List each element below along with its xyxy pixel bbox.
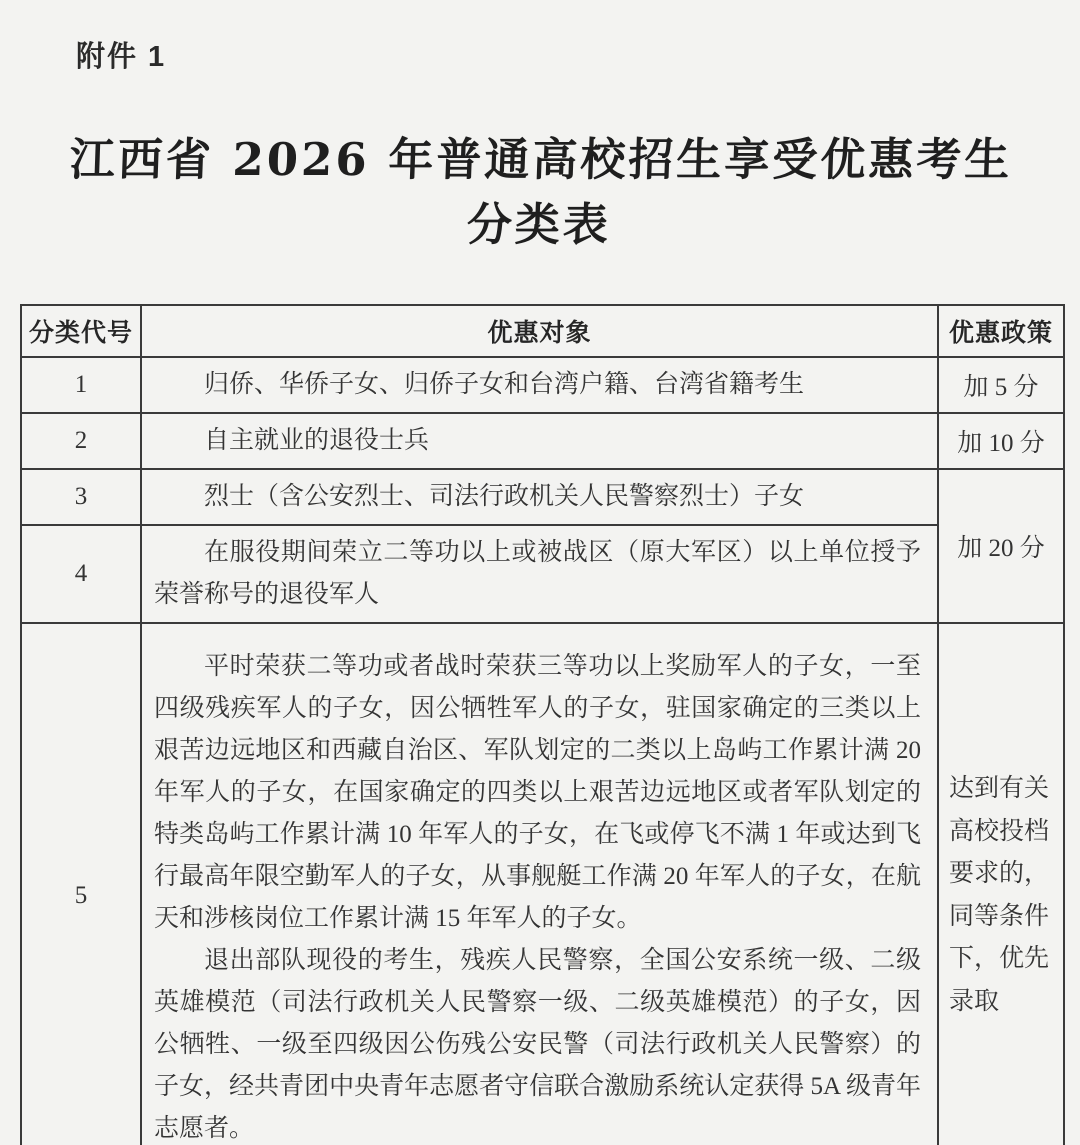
page-title	[38, 127, 1043, 258]
row-2-code: 2	[21, 413, 141, 469]
table-row	[21, 357, 1064, 413]
preferential-category-table	[20, 304, 1065, 1145]
row-3-target: 烈士（含公安烈士、司法行政机关人民警察烈士）子女	[204, 482, 805, 510]
table-row	[21, 525, 1064, 623]
table-row	[21, 413, 1064, 469]
row-3-code: 3	[21, 469, 141, 525]
header-preferential-target: 优惠对象	[141, 305, 938, 357]
row-2-policy: 加 10 分	[938, 413, 1064, 469]
row-5-code: 5	[21, 623, 141, 1145]
row-3-4-merged-policy: 加 20 分	[938, 469, 1064, 623]
row-1-target: 归侨、华侨子女、归侨子女和台湾户籍、台湾省籍考生	[204, 370, 805, 398]
page-title-line-2: 分类表	[465, 198, 612, 252]
row-4-target: 在服役期间荣立二等功以上或被战区（原大军区）以上单位授予荣誉称号的退役军人	[154, 538, 921, 608]
row-4-code: 4	[21, 525, 141, 623]
header-category-code: 分类代号	[21, 305, 141, 357]
row-1-policy: 加 5 分	[938, 357, 1064, 413]
row-5-policy: 达到有关高校投档要求的，同等条件下，优先录取	[938, 623, 1064, 1145]
row-2-target: 自主就业的退役士兵	[204, 426, 430, 454]
table-row	[21, 623, 1064, 1145]
attachment-label: 附件 1	[76, 41, 167, 73]
row-5-target-paragraph-2: 退出部队现役的考生，残疾人民警察，全国公安系统一级、二级英雄模范（司法行政机关人民警察一级、二级英雄模范）的子女，因公牺牲、一级至四级因公伤残公安民警（司法行政机关人民警察）的子女，经共青团中央青年志愿者守信联合激励系统认定获得 5A 级青年志愿者。	[154, 946, 921, 1142]
header-preferential-policy: 优惠政策	[938, 305, 1064, 357]
row-1-code: 1	[21, 357, 141, 413]
table-row	[21, 469, 1064, 525]
table-header-row	[21, 305, 1064, 357]
row-5-target-paragraph-1: 平时荣获二等功或者战时荣获三等功以上奖励军人的子女，一至四级残疾军人的子女，因公牺牲军人的子女，驻国家确定的三类以上艰苦边远地区和西藏自治区、军队划定的二类以上岛屿工作累计满 20 年军人的子女，在国家确定的四类以上艰苦边远地区或者军队划定的特类岛屿工作累计满 10 年军人的子女，在飞或停飞不满 1 年或达到飞行最高年限空勤军人的子女，从事舰艇工作满 20 年军人的子女，在航天和涉核岗位工作累计满 15 年军人的子女。	[154, 652, 921, 932]
page-title-line-1: 江西省 2026 年普通高校招生享受优惠考生	[68, 133, 1014, 186]
